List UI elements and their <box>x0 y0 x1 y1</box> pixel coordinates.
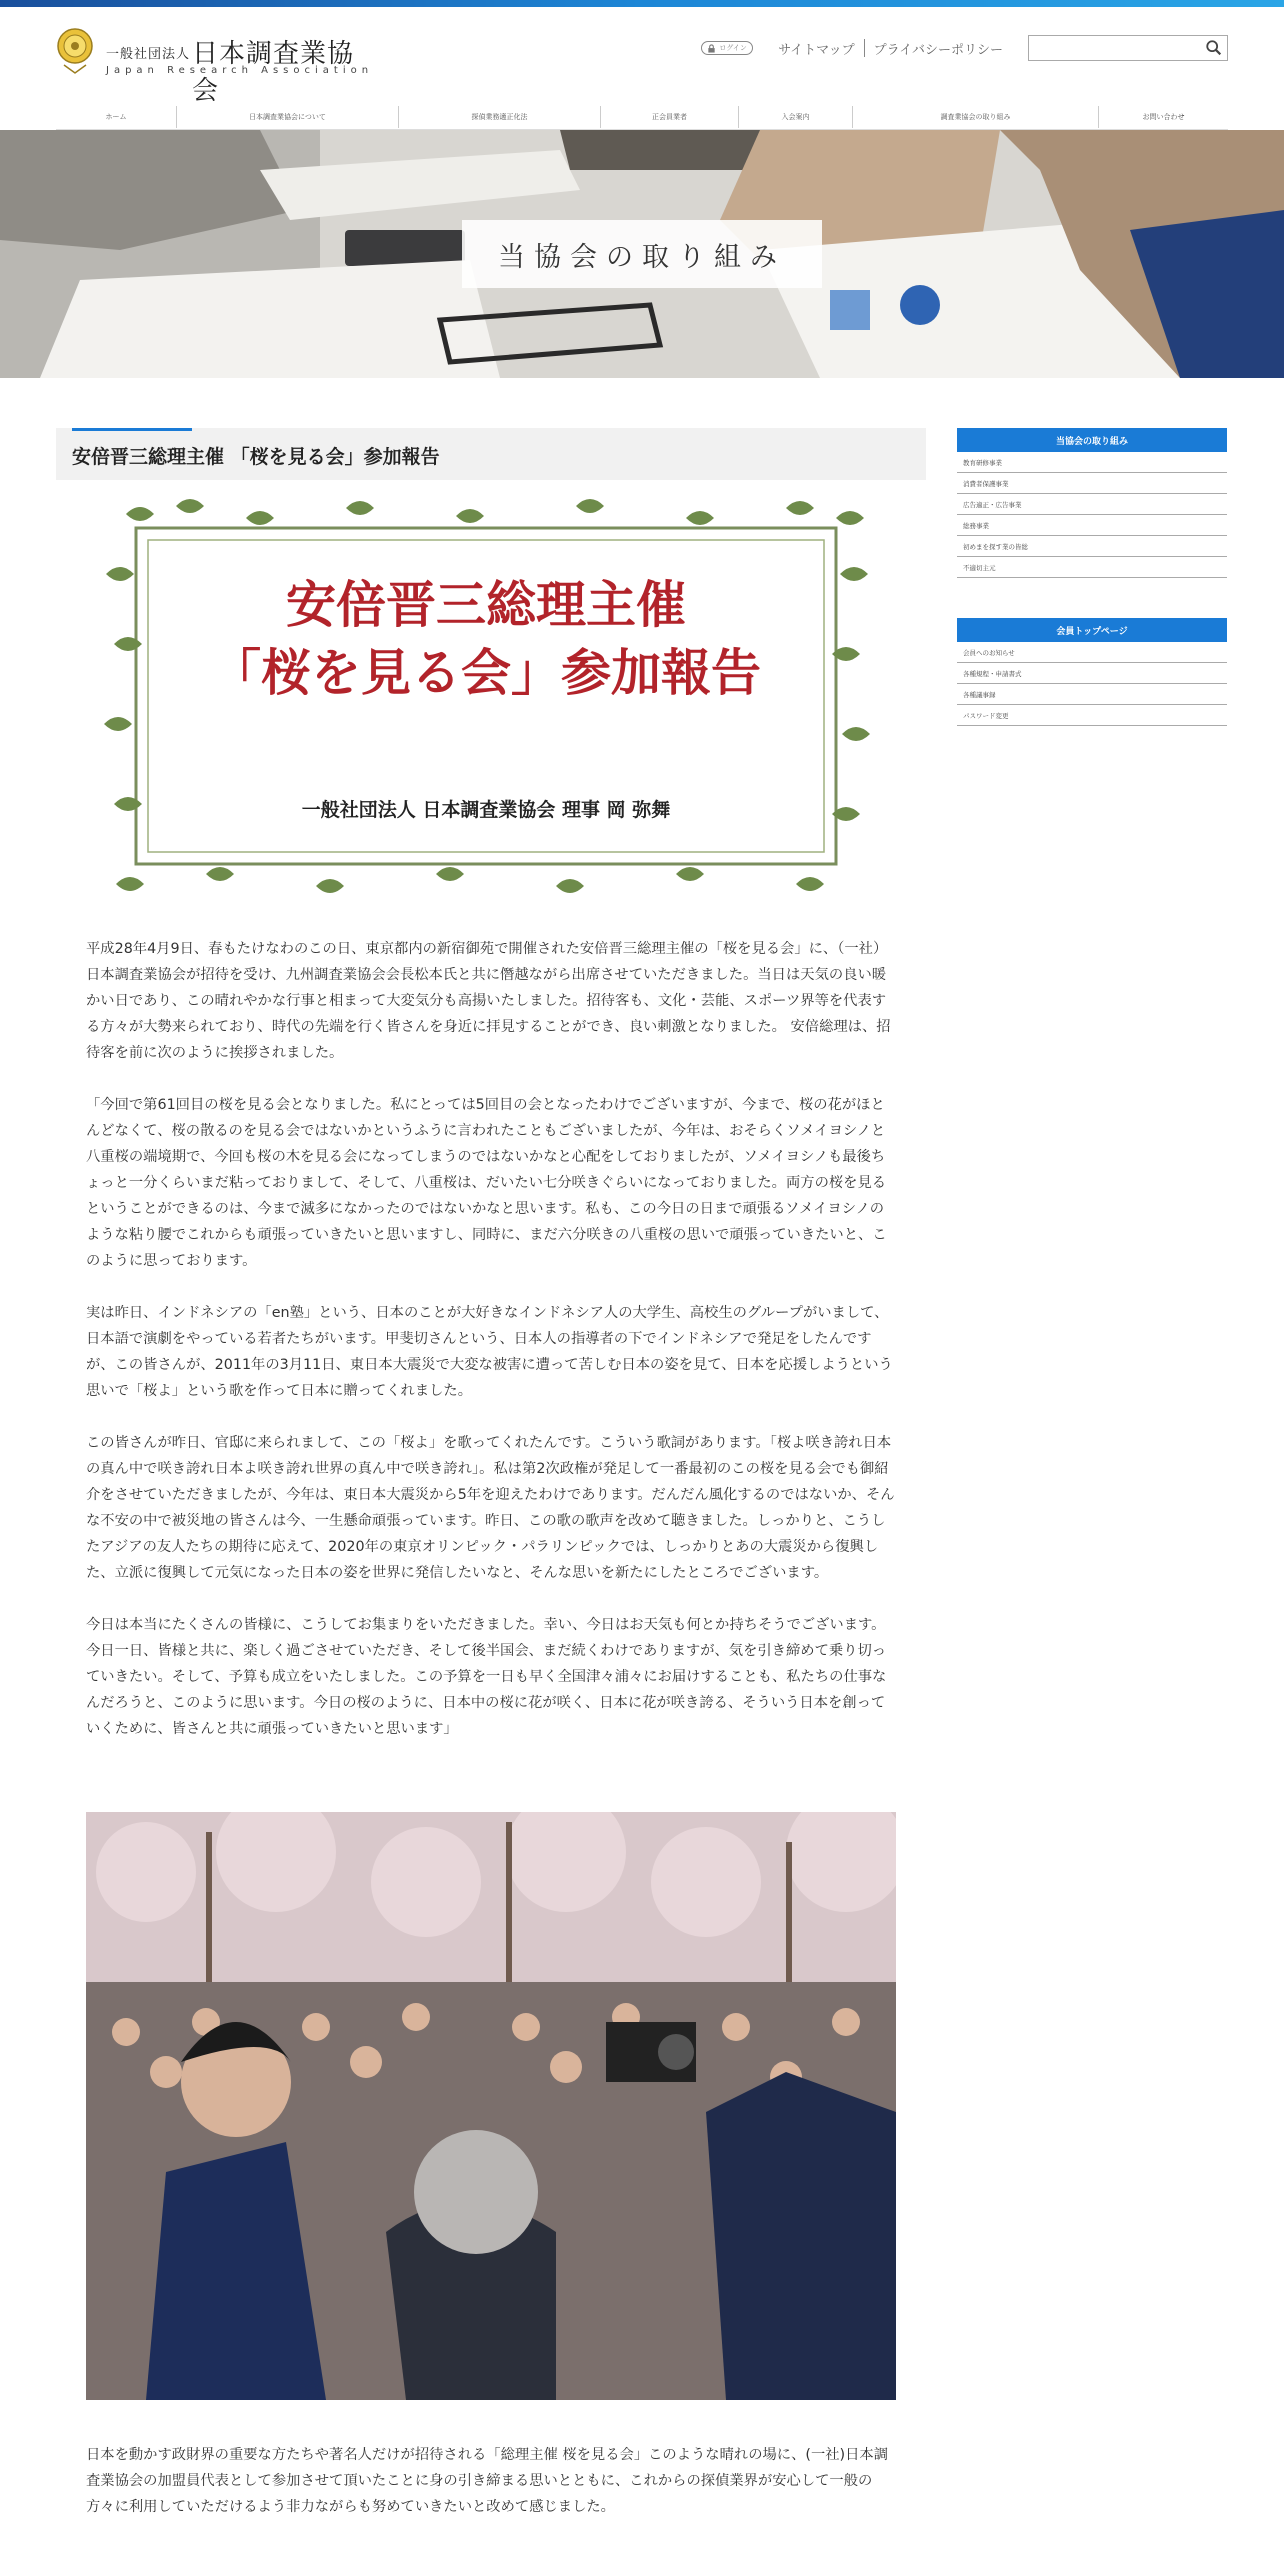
post-header-accent <box>72 428 192 431</box>
sidebar-item[interactable]: パスワード変更 <box>957 705 1227 726</box>
sidebar-item[interactable]: 教育研修事業 <box>957 452 1227 473</box>
association-emblem-icon <box>56 27 94 77</box>
post-header <box>56 428 926 480</box>
login-label: ログイン <box>719 44 747 52</box>
search-box <box>1028 35 1228 61</box>
sidebar-item[interactable]: 各種議事録 <box>957 684 1227 705</box>
nav-item-contact[interactable]: お問い合わせ <box>1098 106 1228 128</box>
search-input[interactable] <box>1029 36 1199 60</box>
post-title: 安倍晋三総理主催 「桜を見る会」参加報告 <box>72 446 440 468</box>
event-photo <box>86 1812 896 2400</box>
sidebar-item[interactable]: 消費者保護事業 <box>957 473 1227 494</box>
sidebar-item[interactable]: 広告適正・広告事業 <box>957 494 1227 515</box>
logo-subtitle: 一般社団法人 <box>106 47 191 62</box>
banner-title-line-2: 「桜を見る会」参加報告 <box>211 643 761 702</box>
sidebar-item[interactable]: 総務事業 <box>957 515 1227 536</box>
banner-title-line-1: 安倍晋三総理主催 <box>286 575 686 634</box>
sidebar-item[interactable]: 不適切主元 <box>957 557 1227 578</box>
banner-author: 一般社団法人 日本調査業協会 理事 岡 弥舞 <box>301 799 671 821</box>
logo-title: 日本調査業協会 <box>192 39 355 106</box>
lock-icon <box>707 44 716 53</box>
report-banner-image <box>96 494 876 898</box>
hero-title: 当協会の取り組み <box>462 220 822 288</box>
nav-item-initiatives[interactable]: 調査業協会の取り組み <box>852 106 1098 128</box>
sidebar-item[interactable]: 各種規程・申請書式 <box>957 663 1227 684</box>
sitemap-link[interactable]: サイトマップ <box>778 42 855 58</box>
sidebar-item[interactable]: 初めまを探す業の皆総 <box>957 536 1227 557</box>
hero-banner <box>0 130 1284 378</box>
nav-item-about[interactable]: 日本調査業協会について <box>176 106 398 128</box>
login-button[interactable] <box>701 41 753 55</box>
article-paragraph: 実は昨日、インドネシアの「en塾」という、日本のことが大好きなインドネシア人の大学生、高校生のグループがいまして、日本語で演劇をやっている若者たちがいます。甲斐切さんという、日本人の指導者の下でインドネシアで発足をしたんですが、この皆さんが、2011年の3月11日、東日本大震災で大変な被害に遭って苦しむ日本の姿を見て、日本を応援しようという思いで「桜よ」という歌を作って日本に贈ってくれました。 <box>86 1305 893 1399</box>
nav-item-members[interactable]: 正会員業者 <box>600 106 738 128</box>
article-paragraph: 今日は本当にたくさんの皆様に、こうしてお集まりをいただきました。幸い、今日はお天気も何とか持ちそうでございます。今日一日、皆様と共に、楽しく過ごさせていただき、そして後半国会、まだ続くわけでありますが、気を引き締めて乗り切っていきたい。そして、予算も成立をいたしました。この予算を一日も早く全国津々浦々にお届けすることも、私たちの仕事なんだろうと、このように思います。今日の桜のように、日本中の桜に花が咲く、日本に花が咲き誇る、そういう日本を創っていくために、皆さんと共に頑張っていきたいと思います」 <box>86 1617 887 1737</box>
utility-links <box>701 34 1228 62</box>
article-paragraph: 平成28年4月9日、春もたけなわのこの日、東京都内の新宿御苑で開催された安倍晋三総理主催の「桜を見る会」に、（一社）日本調査業協会が招待を受け、九州調査業協会会長松本氏と共に僭越ながら出席させていただきました。当日は天気の良い暖かい日であり、この晴れやかな行事と相まって大変気分も高揚いたしました。招待客も、文化・芸能、スポーツ界等を代表する方々が大勢来られており、時代の先端を行く皆さんを身近に拝見することができ、良い刺激となりました。 安倍総理は、招待客を前に次のように挨拶されました。 <box>86 941 891 1061</box>
top-accent-bar <box>0 0 1284 7</box>
article-paragraph: 「今回で第61回目の桜を見る会となりました。私にとっては5回目の会となったわけでございますが、今まで、桜の花がほとんどなくて、桜の散るのを見る会ではないかというふうに言われたこともございましたが、今年は、おそらくソメイヨシノと八重桜の端境期で、今回も桜の木を見る会になってしまうのではないかなと心配をしておりましたが、ソメイヨシノも最後ちょっと一分くらいまだ粘っておりまして、そして、八重桜は、だいたい七分咲きぐらいになっておりました。両方の桜を見るということができるのは、今まで滅多になかったのではないかなと思います。私も、この今日の日まで頑張るソメイヨシノのような粘り腰でこれからも頑張っていきたいと思いますし、同時に、まだ六分咲きの八重桜の思いで頑張っていきたいと、このように思っております。 <box>86 1097 887 1269</box>
sidebar-initiatives-menu <box>957 428 1227 578</box>
nav-item-home[interactable]: ホーム <box>105 113 127 121</box>
vine-frame <box>96 494 876 898</box>
logo-english: Japan Research Association <box>106 65 374 76</box>
sidebar-heading: 会員トップページ <box>957 618 1227 642</box>
privacy-policy-link[interactable]: プライバシーポリシー <box>873 42 1003 58</box>
article-paragraph: この皆さんが昨日、官邸に来られまして、この「桜よ」を歌ってくれたんです。こういう歌詞があります。「桜よ咲き誇れ日本の真ん中で咲き誇れ日本よ咲き誇れ世界の真ん中で咲き誇れ」。私は第2次政権が発足して一番最初のこの桜を見る会でも御紹介をさせていただきましたが、今年は、東日本大震災から5年を迎えたわけであります。だんだん風化するのではないか、そんな不安の中で被災地の皆さんは今、一生懸命頑張っています。昨日、この歌の歌声を改めて聴きました。しっかりと、こうしたアジアの友人たちの期待に応えて、2020年の東京オリンピック・パラリンピックでは、しっかりとあの大震災から復興した、立派に復興して元気になった日本の姿を世界に発信したいなと、そんな思いを新たにしたところでございます。 <box>86 1435 895 1581</box>
closing-paragraph: 日本を動かす政財界の重要な方たちや著名人だけが招待される「総理主催 桜を見る会」このような晴れの場に、(一社)日本調査業協会の加盟員代表として参加させて頂いたことに身の引き締まる思いとともに、これからの探偵業界が安心して一般の方々に利用していただけるよう非力ながらも努めていきたいと改めて感じました。 <box>86 2447 889 2515</box>
sidebar-member-menu <box>957 618 1227 726</box>
sidebar-heading: 当協会の取り組み <box>957 428 1227 452</box>
site-header <box>0 7 1284 106</box>
nav-item-join[interactable]: 入会案内 <box>738 106 852 128</box>
nav-item-detective-law[interactable]: 探偵業務適正化法 <box>398 106 600 128</box>
article-body <box>86 936 896 1768</box>
search-icon[interactable] <box>1205 39 1223 57</box>
site-logo[interactable] <box>56 27 376 106</box>
global-navigation <box>56 104 1228 130</box>
sidebar-item[interactable]: 会員へのお知らせ <box>957 642 1227 663</box>
